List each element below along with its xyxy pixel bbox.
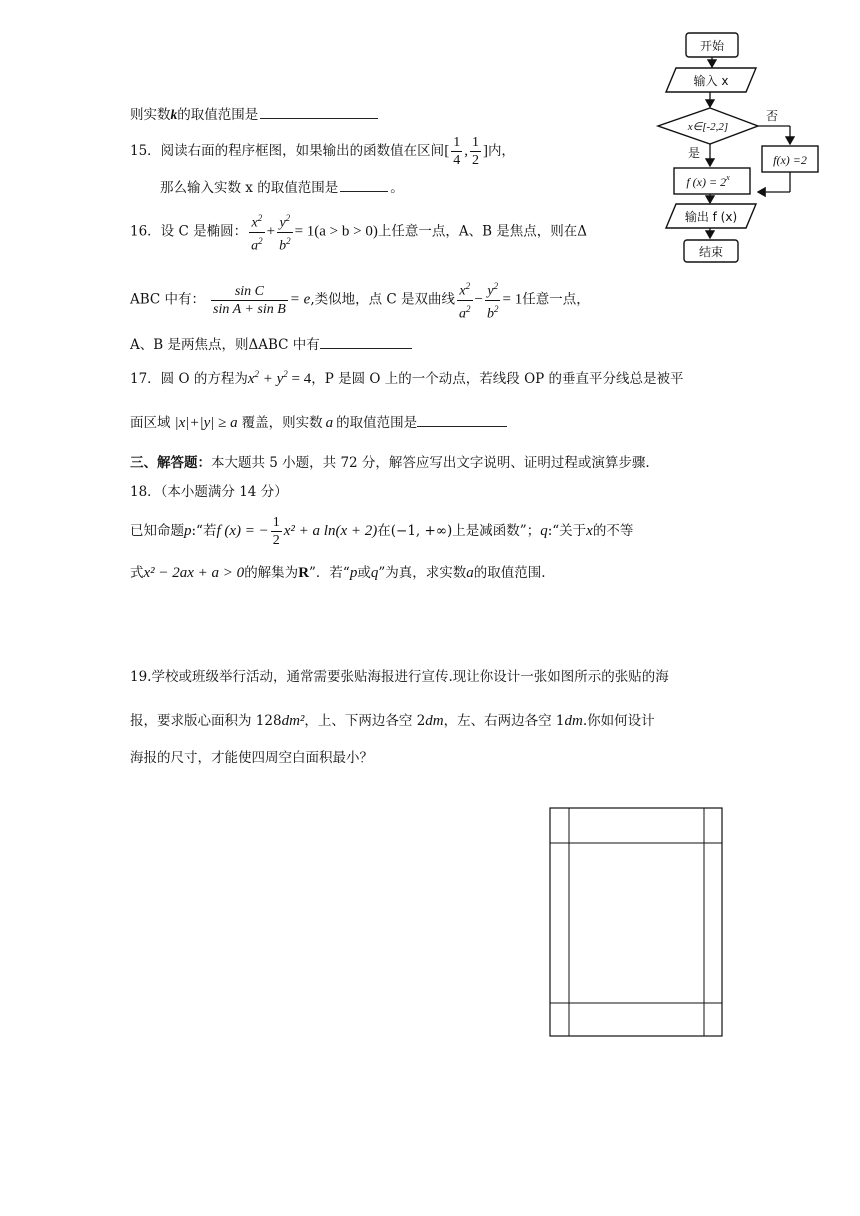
q18-header: 18．（本小题满分 14 分）: [130, 484, 288, 500]
q18-l2-c: ”．若“: [309, 565, 350, 581]
q16-line1-pre: 16．设 C 是椭圆：: [130, 223, 248, 240]
sine-ratio-frac: [211, 283, 288, 318]
q17-var: a: [325, 415, 334, 431]
answer-blank: [320, 336, 412, 349]
q17-line2-pre: 面区域: [130, 415, 171, 431]
sine-ratio-tail: = e: [289, 291, 311, 308]
q18-l1-d: 在(−1, +∞)上是减函数”；: [377, 523, 541, 539]
flowchart-no-label: 否: [765, 109, 779, 123]
flowchart-yes-box-label: [686, 173, 730, 189]
flowchart-end-label: 结束: [698, 245, 724, 259]
q18-l1-b: :“若: [191, 523, 217, 539]
q18-line2: [130, 566, 546, 581]
q19-l2-c: ，左、右两边各空 1: [443, 713, 565, 729]
poster-diagram: [549, 807, 725, 1039]
q18-a: a: [466, 565, 474, 581]
q14-text-post: 的取值范围是: [177, 107, 259, 123]
q19-unit2: dm: [425, 713, 444, 729]
hyper-frac-x: $\frac{x^2}{a^2}$: [459, 281, 471, 322]
q17-line2-mid: 覆盖，则实数: [241, 415, 323, 431]
q18-l2-b: 的解集为: [244, 565, 299, 581]
q16-line2: ABC 中有： $\frac{\text{sin C}}{\text{sin A + sin B}}$ = e,类似地，点 C 是双曲线 $\frac{x^2}{a^2}$ − $\frac{y^2}{b^2}$ = 1任意一点，: [130, 278, 590, 322]
answer-blank: [340, 179, 388, 192]
flowchart: [650, 30, 830, 270]
q15-bracket-open: [: [444, 143, 450, 159]
q15-line1-post: 内，: [487, 143, 515, 159]
answer-blank: [260, 106, 378, 119]
q15-bracket-close: ]: [482, 143, 488, 159]
q16-line2-post: 任意一点，: [522, 291, 590, 308]
ellipse-frac-y: $\frac{y^2}{b^2}$: [279, 213, 291, 254]
q19-line3: 海报的尺寸，才能使四周空白面积最小？: [130, 750, 373, 766]
flowchart-yes-box-sup: x: [726, 173, 730, 182]
q14-text-pre: 则实数: [130, 107, 171, 123]
hyper-frac-y: $\frac{y^2}{b^2}$: [486, 281, 499, 322]
q14-var: k: [170, 107, 178, 122]
q15-comma: ,: [464, 143, 468, 159]
q17-line2: [130, 414, 507, 431]
q18-x: x: [586, 523, 593, 539]
q17-line1-pre: 17．圆 O 的方程为: [130, 371, 248, 387]
q18-l2-a: 式: [130, 565, 144, 581]
ellipse-tail: = 1(a > b > 0): [294, 223, 378, 240]
hyper-tail: = 1: [502, 291, 523, 308]
circle-eq-tail: = 4: [291, 371, 312, 387]
q15-frac2-den: 2: [471, 153, 479, 168]
section3-line: [130, 457, 650, 471]
q19-l2-a: 报，要求版心面积为 128: [130, 713, 282, 729]
q15-line1-pre: 15．阅读右面的程序框图，如果输出的函数值在区间: [130, 143, 445, 159]
flowchart-start-label: 开始: [699, 39, 725, 53]
q19-unit1: dm²: [281, 713, 305, 729]
flowchart-yes-label: 是: [687, 146, 701, 160]
q18-l2-d: ”为真，求实数: [378, 565, 467, 581]
flowchart-yes-box-text: f (x) = 2: [686, 175, 727, 189]
q18-expr: x² + a ln(x + 2): [283, 523, 378, 539]
region-inequality: |x|+|y| ≥ a: [174, 415, 238, 431]
section3-title: 三、解答题：: [130, 455, 211, 471]
answer-blank: [417, 414, 507, 427]
q15-line2-text: 那么输入实数 x 的取值范围是: [160, 180, 339, 196]
q19-l2-d: .你如何设计: [582, 713, 655, 729]
q18-l1-e: :“关于: [547, 523, 587, 539]
q19-line1: 19.学校或班级举行活动，通常需要张贴海报进行宣传.现让你设计一张如图所示的张贴的海: [130, 669, 669, 685]
q18-q2: q: [370, 565, 379, 581]
q19-unit3: dm: [564, 713, 583, 729]
flowchart-input-label: 输入 x: [693, 74, 729, 88]
q17-line1-post: ，P 是圆 O 上的一个动点，若线段 OP 的垂直平分线总是被平: [311, 371, 684, 387]
poster-outer-border: [550, 808, 722, 1036]
q18-half-frac: $\frac{1}{2}$: [272, 515, 280, 548]
sine-ratio-num: sin C: [234, 283, 264, 299]
q19-line2: [130, 714, 655, 729]
q15-frac1-num: 1: [453, 135, 461, 150]
q18-p2: p: [349, 565, 358, 581]
q15-frac2: [470, 134, 481, 169]
q18-R: R: [298, 565, 310, 581]
q18-p: p: [184, 523, 192, 539]
q15-frac1-den: 4: [453, 153, 461, 168]
circle-equation: $x^2 + y^2$: [247, 369, 288, 387]
section3-desc: 本大题共 5 小题，共 72 分，解答应写出文字说明、证明过程或演算步骤.: [211, 455, 650, 471]
q15-frac2-num: 1: [471, 135, 479, 150]
q19-l2-b: ，上、下两边各空 2: [304, 713, 426, 729]
q14-tail-line: [130, 106, 378, 123]
q15-frac1: [451, 134, 462, 169]
q18-l1-g: 的不等: [592, 523, 634, 539]
q15-line1: [130, 134, 515, 169]
q18-f: f (x) = −: [216, 523, 269, 539]
q17-line2-post: 的取值范围是: [336, 415, 418, 431]
flowchart-no-box-label: f(x) =2: [773, 153, 807, 167]
q16-line1-post: 上任意一点，A、B 是焦点，则在Δ: [377, 223, 588, 240]
q15-line2-end: 。: [390, 180, 404, 196]
q18-or: 或: [357, 565, 371, 581]
q16-line3-text: A、B 是两焦点，则ΔABC 中有: [130, 337, 320, 353]
sine-ratio-den: sin A + sin B: [213, 301, 286, 317]
q18-line1: [130, 514, 633, 549]
q18-l2-e: 的取值范围.: [473, 565, 546, 581]
q16-line3: [130, 336, 412, 353]
q17-line1: [130, 370, 684, 387]
q16-line2-mid: ,类似地，点 C 是双曲线: [310, 291, 456, 308]
ellipse-frac-x: $\frac{x^2}{a^2}$: [251, 213, 263, 254]
flowchart-output-label: 输出 f (x): [684, 210, 738, 224]
flowchart-condition: x∈[-2,2]: [687, 121, 729, 133]
q18-l1-a: 已知命题: [130, 523, 184, 539]
q16-line1: 16．设 C 是椭圆： $\frac{x^2}{a^2}$ + $\frac{y^2}{b^2}$ = 1(a > b > 0)上任意一点，A、B 是焦点，则在Δ: [130, 210, 587, 254]
q18-inequality: x² − 2ax + a > 0: [143, 565, 245, 581]
q16-line2-pre: ABC 中有：: [130, 291, 206, 308]
q18-q: q: [540, 523, 548, 539]
q15-line2: [160, 179, 404, 196]
